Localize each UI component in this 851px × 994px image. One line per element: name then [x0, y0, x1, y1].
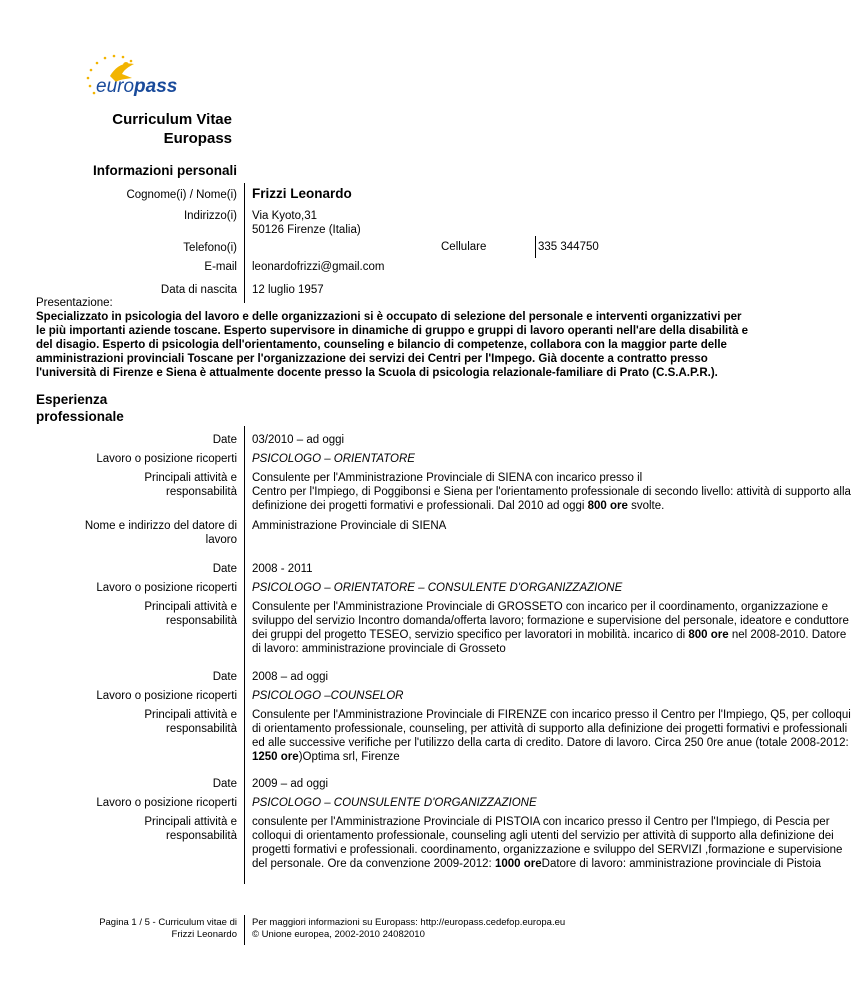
entry2-desc-line4: di lavoro: amministrazione provinciale di Grosseto	[252, 643, 506, 655]
presentation-text: Specializzato in psicologia del lavoro e delle organizzazioni si è occupato di selezione del personale e interventi organizzativi per le più importanti aziende toscane. Esperto supervisore in dinamiche di gruppo e gruppi di lavoro operanti nell'are della disabilità e del disagio. Esperto di psicologia dell'orientamento, counseling e bilancio di competenze, collabora con la maggior parte delle amministrazioni provinciali Toscane per l'organizzazione dei servizi dei Centri per l'Impego. Già docente a contratto presso l'università di Firenze e Siena è attualmente docente presso la Scuola di psicologia relazionale-familiare di Prato (C.S.A.P.R.).	[36, 311, 749, 379]
entry2-position: PSICOLOGO – ORIENTATORE – CONSULENTE D'ORGANIZZAZIONE	[252, 582, 623, 594]
address-value	[252, 209, 361, 237]
presentation	[36, 296, 752, 380]
logo-text-prefix: euro	[96, 76, 135, 97]
entry2-date: 2008 - 2011	[252, 563, 313, 575]
entry4-desc-line2: colloqui di orientamento professionale, counseling agli utenti del servizio per attività di supporto alla definizione dei	[252, 830, 834, 842]
birth-label: Data di nascita	[160, 284, 237, 296]
personal-divider	[244, 183, 245, 303]
entry3-description	[252, 708, 851, 764]
footer-page-info: Pagina 1 / 5 - Curriculum vitae di	[99, 917, 237, 928]
name-value: Frizzi Leonardo	[252, 186, 352, 201]
entry4-activities-label	[144, 815, 237, 843]
activities-label-line1: Principali attività e	[144, 601, 237, 613]
address-line1: Via Kyoto,31	[252, 210, 318, 222]
entry3-desc-line3: ed alle successive verifiche per l'utilizzo della carta di credito. Datore di lavoro. Circa 250 0re anue (totale 2008-2012:	[252, 737, 849, 749]
entry4-desc-line4-post: Datore di lavoro: amministrazione provinciale di Pistoia	[541, 858, 821, 870]
europass-logo	[82, 52, 202, 104]
activities-label-line1: Principali attività e	[144, 816, 237, 828]
entry4-desc-line4-pre: del personale. Ore da convenzione 2009-2012:	[252, 858, 495, 870]
mobile-value: 335 344750	[538, 241, 599, 253]
entry1-position-label: Lavoro o posizione ricoperti	[96, 453, 237, 465]
footer-right	[252, 917, 565, 941]
entry1-desc-line3	[252, 499, 851, 513]
entry2-position-label: Lavoro o posizione ricoperti	[96, 582, 237, 594]
entry2-date-label: Date	[212, 563, 237, 575]
entry1-employer: Amministrazione Provinciale di SIENA	[252, 520, 447, 532]
entry1-desc-line2: Centro per l'Impiego, di Poggibonsi e Siena per l'orientamento professionale di secondo livello: attività di supporto alla	[252, 486, 851, 498]
entry1-date-label: Date	[212, 434, 237, 446]
footer-info-link[interactable]: Per maggiori informazioni su Europass: http://europass.cedefop.europa.eu	[252, 917, 566, 928]
entry1-position: PSICOLOGO – ORIENTATORE	[252, 453, 415, 465]
entry3-desc-line4-post: )Optima srl, Firenze	[298, 751, 400, 763]
entry1-desc-line3-post: svolte.	[627, 500, 665, 512]
entry4-desc-line3: progetti formativi e professionali. coordinamento, organizzazione e sviluppo del SERVIZI ,formazione e supervisione	[252, 844, 843, 856]
phone-label: Telefono(i)	[183, 242, 237, 254]
footer-left	[99, 917, 237, 941]
activities-label-line2: responsabilità	[166, 830, 237, 842]
entry2-desc-line2: sviluppo del servizio Incontro domanda/offerta lavoro; formazione e supervisione del personale, ideatore e conduttore	[252, 615, 849, 627]
mobile-label: Cellulare	[441, 241, 487, 253]
entry2-description	[252, 600, 849, 656]
entry3-desc-line4-bold: 1250 ore	[252, 751, 299, 763]
activities-label-line1: Principali attività e	[144, 709, 237, 721]
experience-section-title	[36, 391, 124, 425]
footer-name: Frizzi Leonardo	[171, 929, 237, 940]
activities-label-line2: responsabilità	[166, 615, 237, 627]
entry3-date-label: Date	[212, 671, 237, 683]
entry1-employer-label	[85, 519, 237, 547]
email-value[interactable]: leonardofrizzi@gmail.com	[252, 261, 385, 273]
footer-copyright: © Unione europea, 2002-2010 24082010	[252, 929, 425, 940]
experience-title-line1: Esperienza	[36, 392, 108, 407]
activities-label-line1: Principali attività e	[144, 472, 237, 484]
cv-title-line1: Curriculum Vitae	[112, 111, 232, 128]
address-line2: 50126 Firenze (Italia)	[252, 224, 361, 236]
employer-label-line1: Nome e indirizzo del datore di	[84, 520, 237, 532]
entry1-date: 03/2010 – ad oggi	[252, 434, 345, 446]
presentation-label: Presentazione:	[36, 297, 113, 309]
entry4-position: PSICOLOGO – COUNSULENTE D'ORGANIZZAZIONE	[252, 797, 537, 809]
entry4-desc-line4-bold: 1000 ore	[494, 858, 542, 870]
birth-value: 12 luglio 1957	[252, 284, 324, 296]
employer-label-line2: lavoro	[205, 534, 237, 546]
entry1-desc-line3-bold: 800 ore	[587, 500, 628, 512]
entry3-desc-line4	[252, 750, 851, 764]
entry2-desc-line1: Consulente per l'Amministrazione Provinciale di GROSSETO con incarico per il coordinamento, organizzazione e	[252, 601, 828, 613]
entry1-desc-line3-pre: definizione dei progetti formativi e professionali. Dal 2010 ad oggi	[252, 500, 588, 512]
activities-label-line2: responsabilità	[166, 486, 237, 498]
entry3-position-label: Lavoro o posizione ricoperti	[96, 690, 237, 702]
address-label: Indirizzo(i)	[183, 210, 237, 222]
footer-divider	[244, 915, 245, 945]
entry4-description	[252, 815, 842, 871]
entry3-desc-line1: Consulente per l'Amministrazione Provinciale di FIRENZE con incarico presso il Centro per l'Impiego, Q5, per colloqui	[252, 709, 851, 721]
entry2-desc-line3-post: nel 2008-2010. Datore	[728, 629, 847, 641]
entry1-desc-line1: Consulente per l'Amministrazione Provinciale di SIENA con incarico presso il	[252, 472, 643, 484]
mobile-divider	[535, 236, 536, 258]
cv-title-line2: Europass	[163, 130, 232, 147]
entry4-desc-line1: consulente per l'Amministrazione Provinciale di PISTOIA con incarico presso il Centro per l'Impiego, di Pescia per	[252, 816, 830, 828]
entry3-activities-label	[144, 708, 237, 736]
experience-title-line2: professionale	[36, 409, 124, 424]
entry4-position-label: Lavoro o posizione ricoperti	[96, 797, 237, 809]
entry4-desc-line4	[252, 857, 842, 871]
entry1-description	[252, 471, 851, 513]
entry2-activities-label	[144, 600, 237, 628]
entry2-desc-line3	[252, 628, 849, 642]
experience-divider	[244, 426, 245, 884]
entry4-date: 2009 – ad oggi	[252, 778, 329, 790]
entry3-date: 2008 – ad oggi	[252, 671, 329, 683]
entry3-position: PSICOLOGO –COUNSELOR	[252, 690, 404, 702]
entry3-desc-line2: di orientamento professionale, counseling, per attività di supporto alla definizione dei progetti formativi e professionali	[252, 723, 848, 735]
cv-title	[40, 110, 232, 148]
email-label: E-mail	[204, 261, 237, 273]
personal-section-title: Informazioni personali	[93, 163, 238, 178]
logo-text-suffix: pass	[134, 76, 178, 97]
entry2-desc-line3-pre: dei gruppi del progetto TESEO, servizio specifico per lavoratori in mobilità. incarico di	[252, 629, 689, 641]
entry4-date-label: Date	[212, 778, 237, 790]
entry1-activities-label	[144, 471, 237, 499]
entry2-desc-line3-bold: 800 ore	[688, 629, 729, 641]
name-label: Cognome(i) / Nome(i)	[126, 189, 237, 201]
activities-label-line2: responsabilità	[166, 723, 237, 735]
